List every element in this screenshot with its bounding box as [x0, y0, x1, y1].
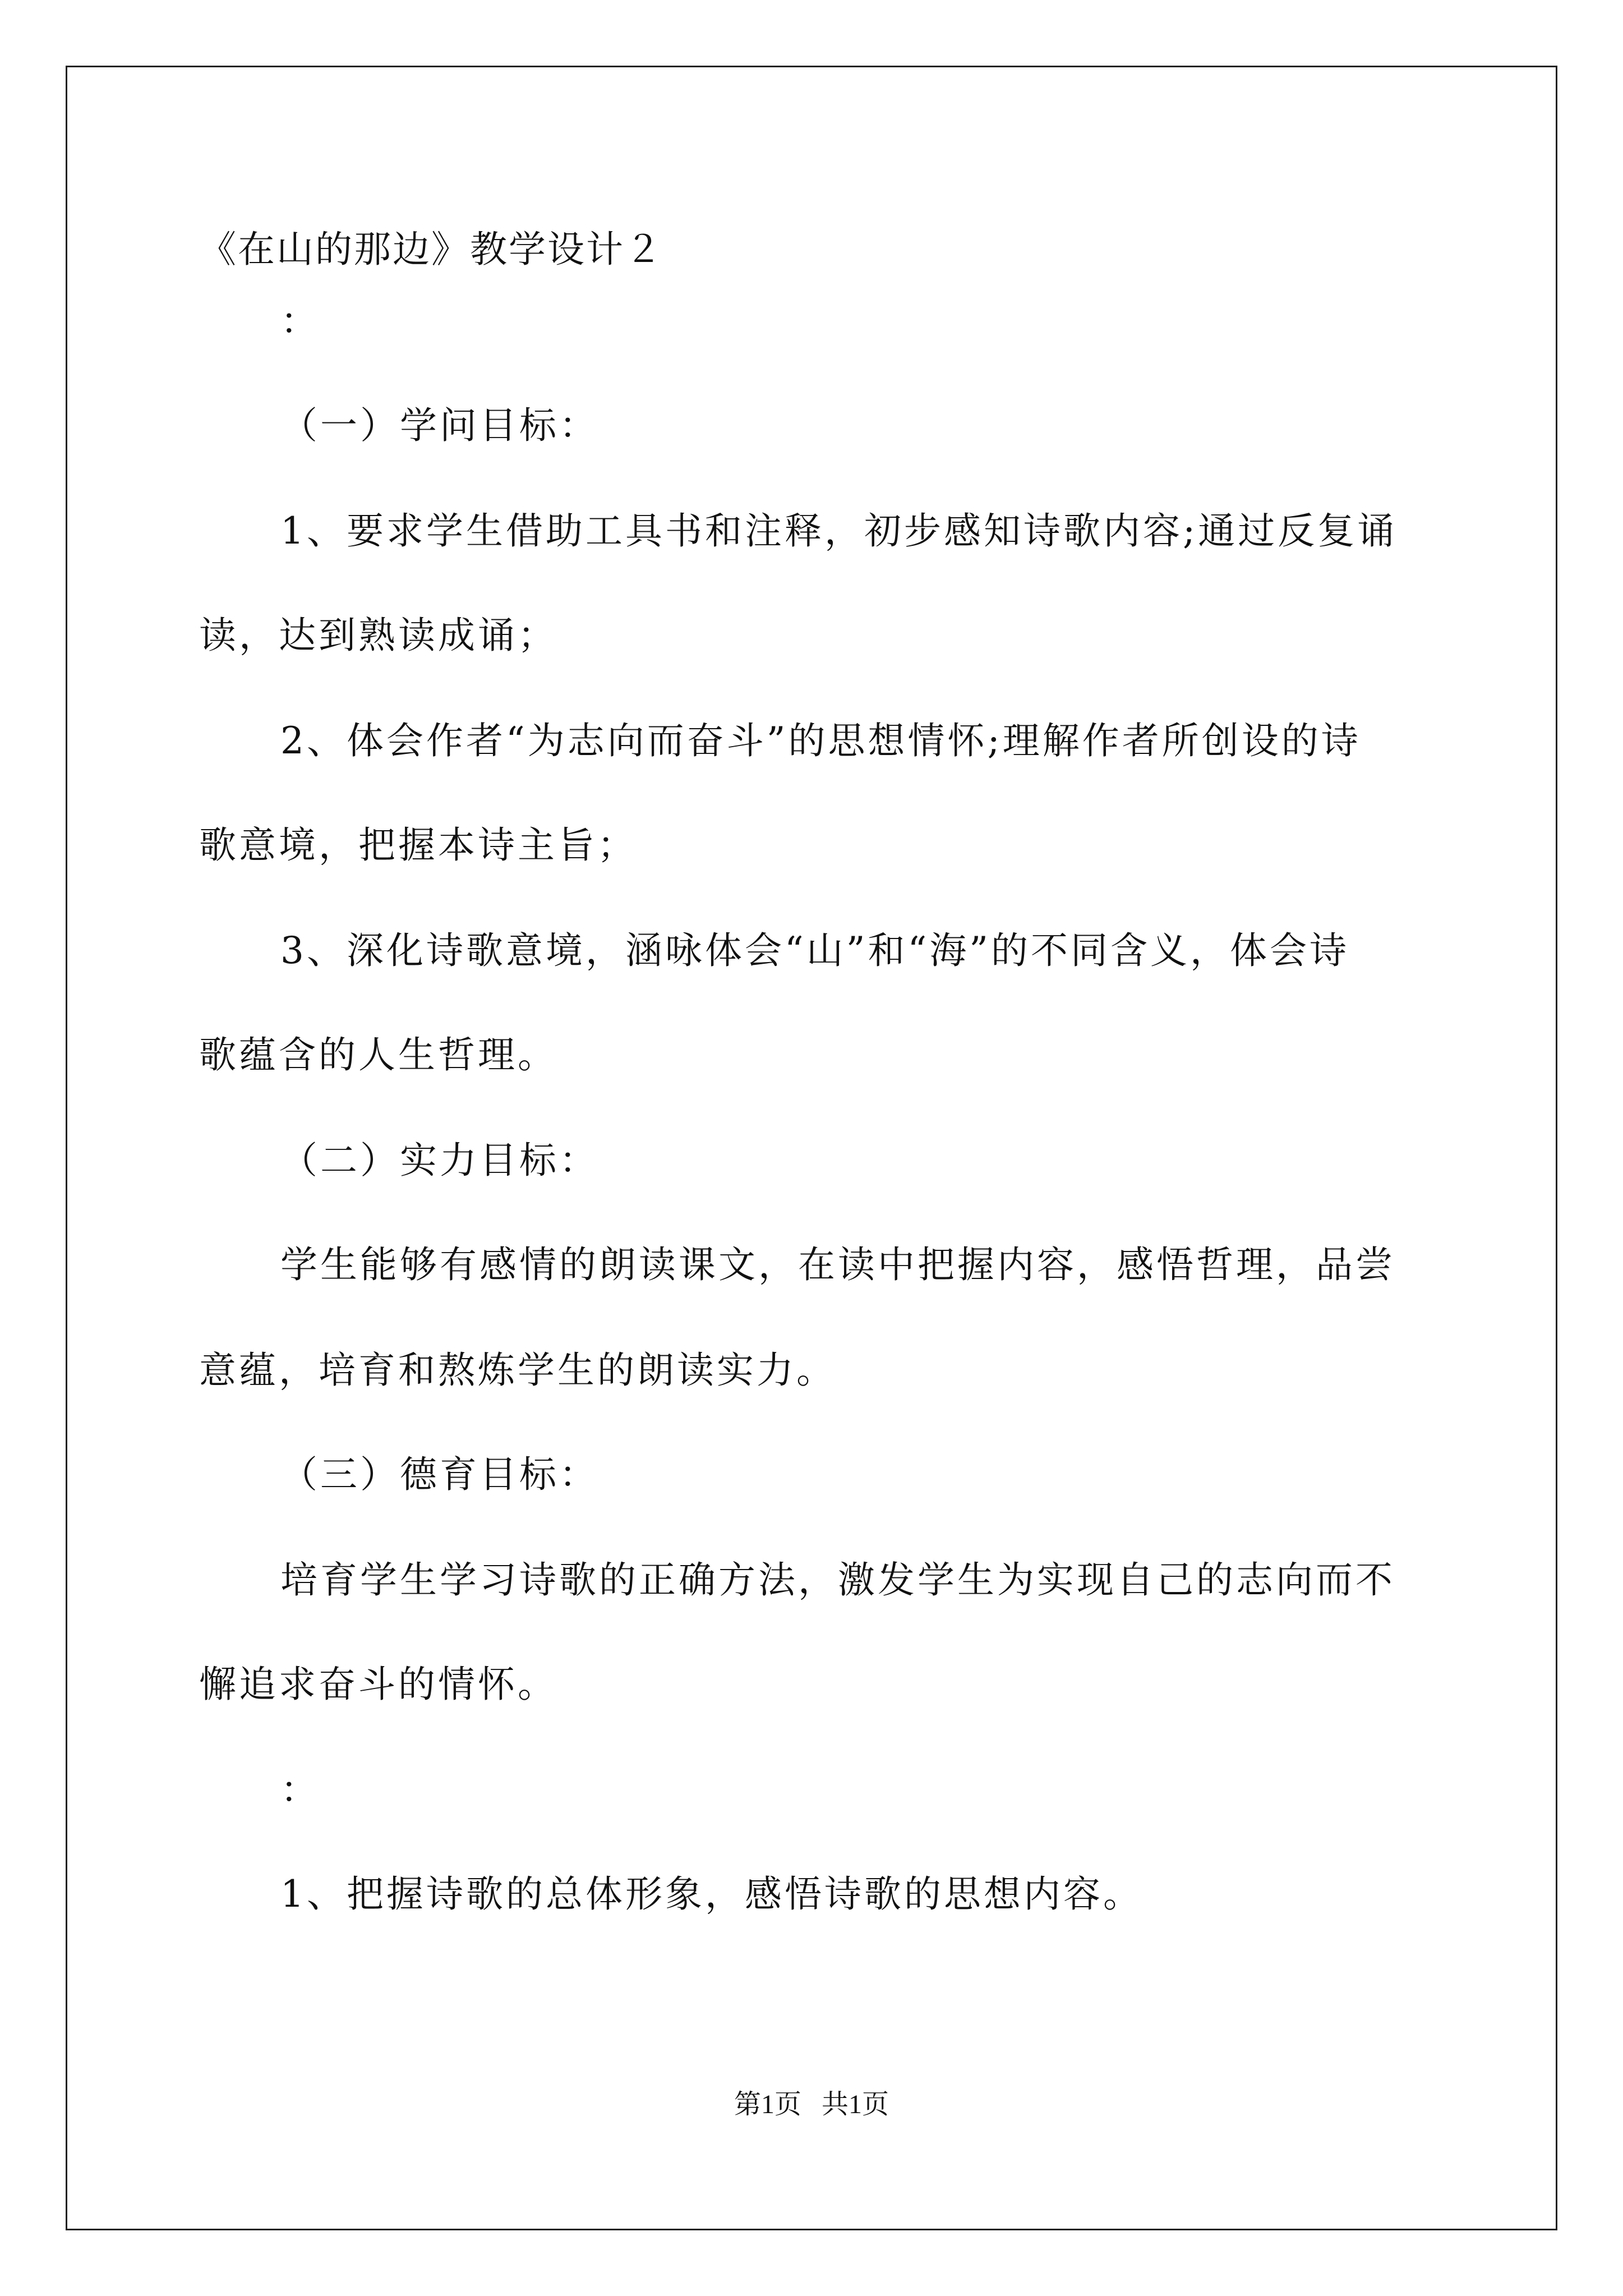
text-line: 1、把握诗歌的总体形象，感悟诗歌的思想内容。: [280, 1872, 1143, 1916]
page-total: 共1页: [822, 2090, 889, 2119]
text-line: 懈追求奋斗的情怀。: [199, 1663, 557, 1706]
document-title: 《在山的那边》教学设计２: [199, 228, 663, 271]
text-line: 培育学生学习诗歌的正确方法，激发学生为实现自己的志向而不: [280, 1558, 1395, 1602]
text-line: ：: [280, 1768, 320, 1811]
section-heading: （三）德育目标：: [280, 1453, 599, 1496]
page-footer: [0, 2088, 1623, 2122]
text-line: 意蕴，培育和熬炼学生的朗读实力。: [199, 1349, 836, 1392]
text-line: 2、体会作者“为志向而奋斗”的思想情怀;理解作者所创设的诗: [280, 719, 1361, 762]
text-line: 读，达到熟读成诵；: [199, 614, 557, 657]
page-number: 第1页: [734, 2090, 801, 2119]
text-line: 3、深化诗歌意境，涵咏体会“山”和“海”的不同含义，体会诗: [280, 929, 1349, 972]
text-line: 1、要求学生借助工具书和注释，初步感知诗歌内容;通过反复诵: [280, 509, 1398, 553]
section-heading: （二）实力目标：: [280, 1139, 599, 1182]
text-line: 歌蕴含的人生哲理。: [199, 1033, 557, 1076]
text-line: 歌意境，把握本诗主旨；: [199, 823, 637, 867]
section-heading: （一）学问目标：: [280, 404, 599, 447]
text-line: 学生能够有感情的朗读课文，在读中把握内容，感悟哲理，品尝: [280, 1243, 1395, 1286]
text-line: ：: [280, 300, 320, 343]
